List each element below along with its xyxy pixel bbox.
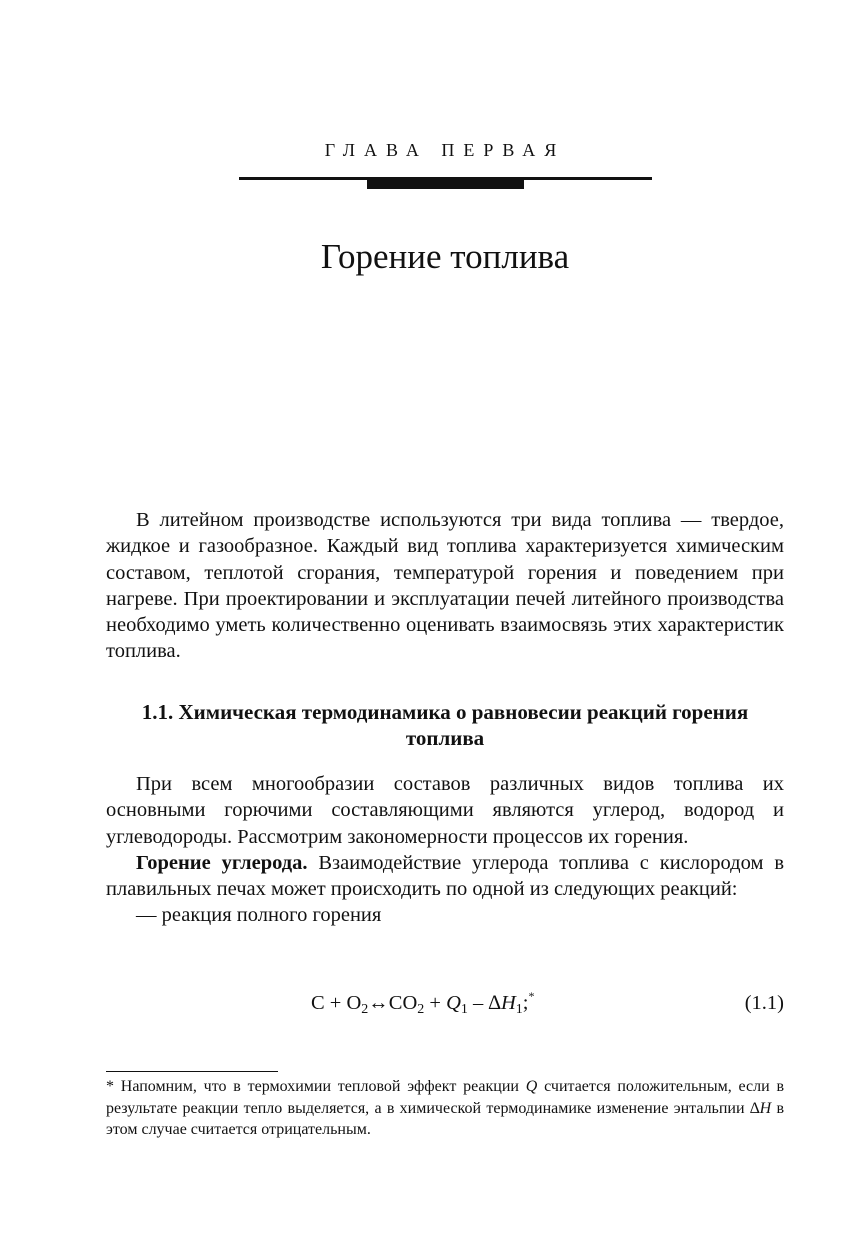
equation-number: (1.1) [744,992,784,1014]
intro-block [106,507,784,665]
section-body [106,771,784,929]
chapter-rule-thick [367,180,524,189]
chapter-title: Горение топлива [320,237,570,277]
footnote-rule [106,1071,278,1072]
list-item: — реакция полного горения [136,904,382,927]
chapter-label: ГЛАВА ПЕРВАЯ [324,140,566,160]
formula-row [106,989,784,1022]
footnote: * Напомним, что в термохимии тепловой эффект реакции Q считается положительным, если в результате реакции тепло выделяется, а в химической термодинамике изменение энтальпии ∆H в этом случае считается отрицательным. [106,1078,784,1138]
intro-paragraph: В литейном производстве используются три вида топлива — твердое, жидкое и газообразное. Каждый вид топлива характеризуется химическим составом, теплотой сгорания, температурой горения и поведением при нагреве. При проектировании и эксплуатации печей литейного производства необходимо уметь количественно оценивать взаимосвязь этих характеристик топлива. [106,509,784,663]
section-heading: 1.1. Химическая термодинамика о равновесии реакций горения топлива [141,700,749,750]
formula: $C + O_2\leftrightarrow CO_2 + Q_1$ – $\Delta H_1;^*$ [311,989,535,1017]
bold-lead: Горение углерода. [136,851,308,874]
paragraph-2-text: Взаимодействие углерода топлива с кислородом в плавильных печах может происходить по одной из следующих реакций: [106,851,784,901]
section-paragraph-2 [106,850,784,903]
section-paragraph-1: При всем многообразии составов различных видов топлива их основными горючими составляющими являются углерод, водород и углеводороды. Рассмотрим закономерности процессов их горения. [106,773,784,848]
